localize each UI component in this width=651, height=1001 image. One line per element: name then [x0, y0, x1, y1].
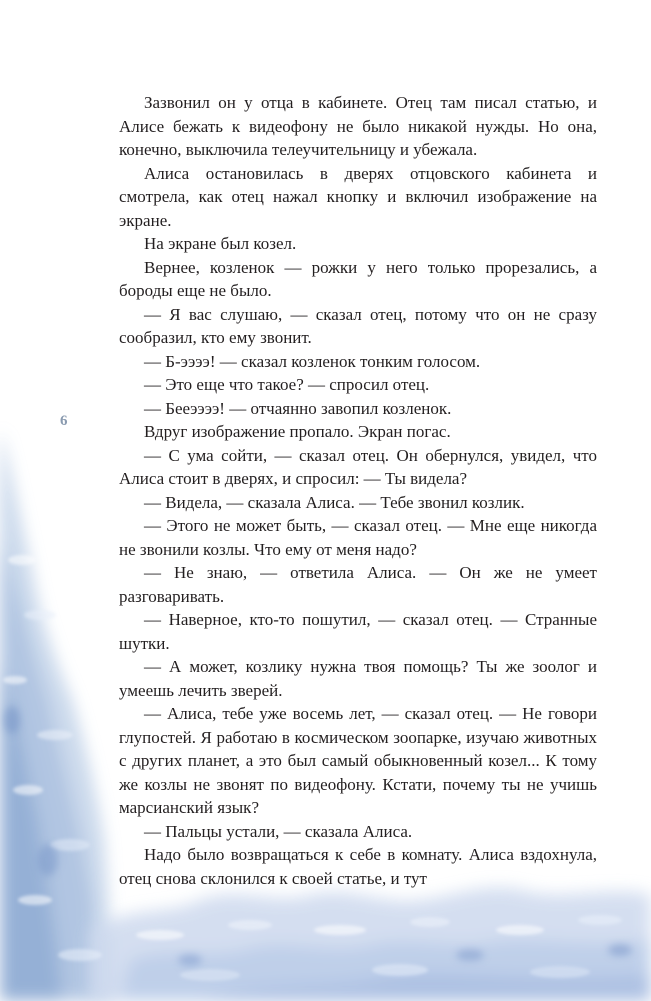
dialogue-line: — С ума сойти, — сказал отец. Он обернулся, увидел, что Алиса стоит в дверях, и спросил: — Ты видела? — [119, 445, 597, 488]
dialogue-line: — Пальцы устали, — сказала Алиса. — [144, 821, 413, 841]
dialogue-line: — Это еще что такое? — спросил отец. — [144, 375, 430, 394]
paragraph: Зазвонил он у отца в кабинете. Отец там писал статью, и Алисе бежать к видеофону не было никакой нужды. Но она, конечно, выключила телеучительницу и убежала. — [119, 93, 597, 159]
paragraph: Надо было возвращаться к себе в комнату. Алиса вздохнула, отец снова склонился к своей статье, и тут — [119, 845, 597, 888]
page-number: 6 — [60, 413, 68, 429]
paragraph: На экране был козел. — [144, 234, 297, 253]
story-text — [119, 91, 597, 890]
dialogue-line: — Бееээээ! — отчаянно завопил козленок. — [144, 398, 452, 418]
dialogue-line: — Наверное, кто-то пошутил, — сказал отец. — Странные шутки. — [119, 610, 597, 653]
dialogue-line: — Не знаю, — ответила Алиса. — Он же не умеет разговаривать. — [119, 563, 597, 606]
paragraph: Вернее, козленок — рожки у него только прорезались, а бороды еще не было. — [119, 257, 597, 300]
dialogue-line: — Видела, — сказала Алиса. — Тебе звонил козлик. — [144, 492, 525, 512]
dialogue-line: — Я вас слушаю, — сказал отец, потому что он не сразу сообразил, кто ему звонит. — [119, 304, 597, 347]
dialogue-line: — Алиса, тебе уже восемь лет, — сказал отец. — Не говори глупостей. Я работаю в космическом зоопарке, изучаю животных с других планет, а это был самый обыкновенный козел... К тому же козлы не звонят по видеофону. Кстати, почему ты не учишь марсианский язык? — [119, 704, 597, 817]
dialogue-line: — А может, козлику нужна твоя помощь? Ты же зоолог и умеешь лечить зверей. — [119, 657, 597, 700]
paragraph: Вдруг изображение пропало. Экран погас. — [144, 422, 451, 441]
paragraph: Алиса остановилась в дверях отцовского кабинета и смотрела, как отец нажал кнопку и включил изображение на экране. — [119, 163, 597, 230]
snow-ground — [90, 887, 651, 1001]
dialogue-line: — Б-ээээ! — сказал козленок тонким голосом. — [144, 351, 481, 371]
dialogue-line: — Этого не может быть, — сказал отец. — Мне еще никогда не звонили козлы. Что ему от меня надо? — [119, 516, 597, 559]
